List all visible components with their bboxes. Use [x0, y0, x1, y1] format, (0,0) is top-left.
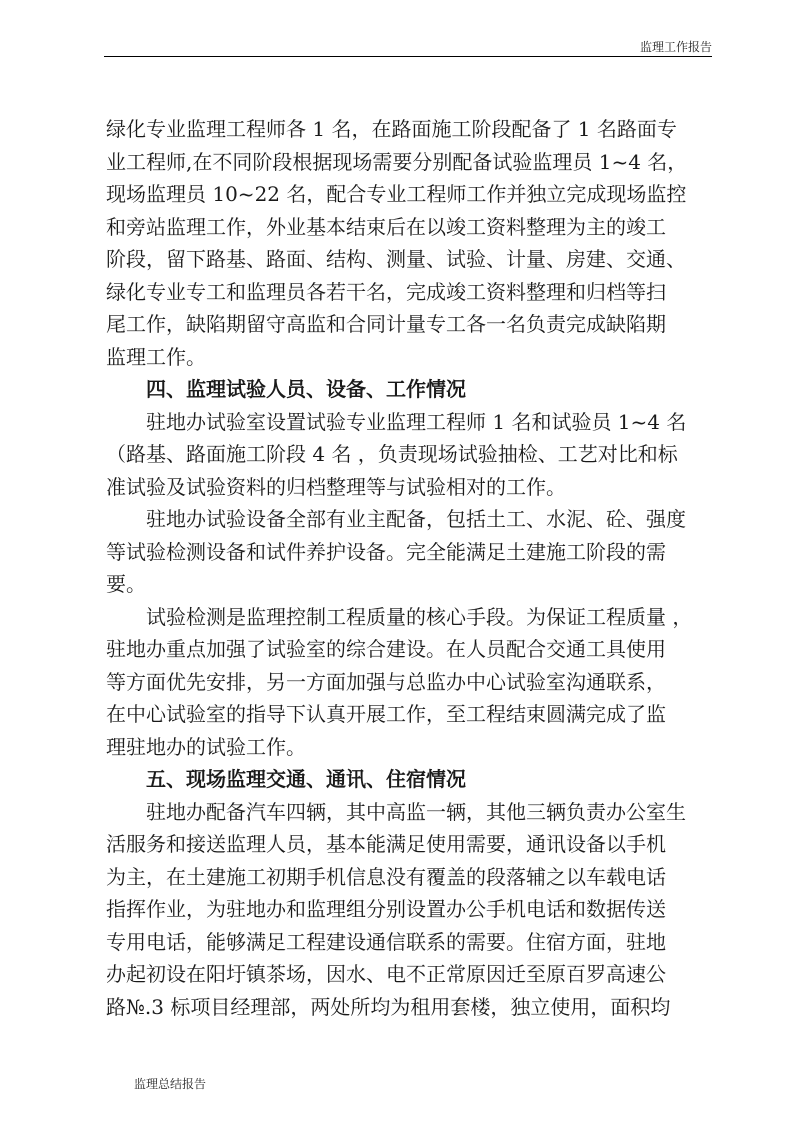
paragraph-line: 要。 [106, 572, 146, 596]
paragraph-line: （路基、路面施工阶段 4 名 ，负责现场试验抽检、工艺对比和标 [106, 442, 678, 466]
paragraph-line: 试验检测是监理控制工程质量的核心手段。为保证工程质量 ， [146, 604, 693, 629]
paragraph-line: 办起初设在阳圩镇茶场，因水、电不正常原因迁至原百罗高速公 [106, 962, 666, 986]
paragraph-line: 专用电话，能够满足工程建设通信联系的需要。住宿方面，驻地 [106, 929, 666, 954]
paragraph-line: 驻地办试验设备全部有业主配备，包括土工、水泥、砼、强度 [146, 507, 686, 531]
section-heading: 四、监理试验人员、设备、工作情况 [146, 377, 466, 401]
paragraph-line: 驻地办重点加强了试验室的综合建设。在人员配合交通工具使用 [106, 637, 666, 661]
section-heading: 五、现场监理交通、通讯、住宿情况 [146, 767, 466, 791]
paragraph-line: 路№.3 标项目经理部，两处所均为租用套楼，独立使用，面积均 [106, 994, 671, 1019]
page-footer: 监理总结报告 [134, 1077, 207, 1091]
paragraph-line: 等方面优先安排，另一方面加强与总监办中心试验室沟通联系， [106, 669, 666, 694]
header-divider [104, 56, 712, 57]
page-header: 监理工作报告 [639, 40, 712, 54]
paragraph-line: 为主，在土建施工初期手机信息没有覆盖的段落辅之以车载电话 [106, 864, 666, 889]
paragraph-line: 现场监理员 10~22 名，配合专业工程师工作并独立完成现场监控 [106, 182, 687, 206]
paragraph-line: 等试验检测设备和试件养护设备。完全能满足土建施工阶段的需 [106, 539, 666, 564]
paragraph-line: 监理工作。 [106, 344, 206, 369]
paragraph-line: 驻地办试验室设置试验专业监理工程师 1 名和试验员 1~4 名 [146, 409, 687, 434]
paragraph-line: 和旁站监理工作，外业基本结束后在以竣工资料整理为主的竣工 [106, 214, 666, 239]
document-body [106, 113, 710, 1023]
paragraph-line: 准试验及试验资料的归档整理等与试验相对的工作。 [106, 474, 566, 499]
paragraph-line: 活服务和接送监理人员，基本能满足使用需要，通讯设备以手机 [106, 832, 666, 856]
paragraph-line: 指挥作业，为驻地办和监理组分别设置办公手机电话和数据传送 [106, 897, 666, 921]
paragraph-line: 绿化专业监理工程师各 1 名，在路面施工阶段配备了 1 名路面专 [106, 117, 677, 141]
paragraph-line: 业工程师,在不同阶段根据现场需要分别配备试验监理员 1~4 名， [106, 149, 688, 174]
paragraph-line: 阶段，留下路基、路面、结构、测量、试验、计量、房建、交通、 [106, 247, 686, 271]
paragraph-line: 在中心试验室的指导下认真开展工作，至工程结束圆满完成了监 [106, 702, 666, 726]
paragraph-line: 驻地办配备汽车四辆，其中高监一辆，其他三辆负责办公室生 [146, 799, 686, 824]
paragraph-line: 尾工作，缺陷期留守高监和合同计量专工各一名负责完成缺陷期 [106, 312, 666, 336]
paragraph-line: 绿化专业专工和监理员各若干名，完成竣工资料整理和归档等扫 [106, 279, 666, 304]
paragraph-line: 理驻地办的试验工作。 [106, 734, 306, 759]
